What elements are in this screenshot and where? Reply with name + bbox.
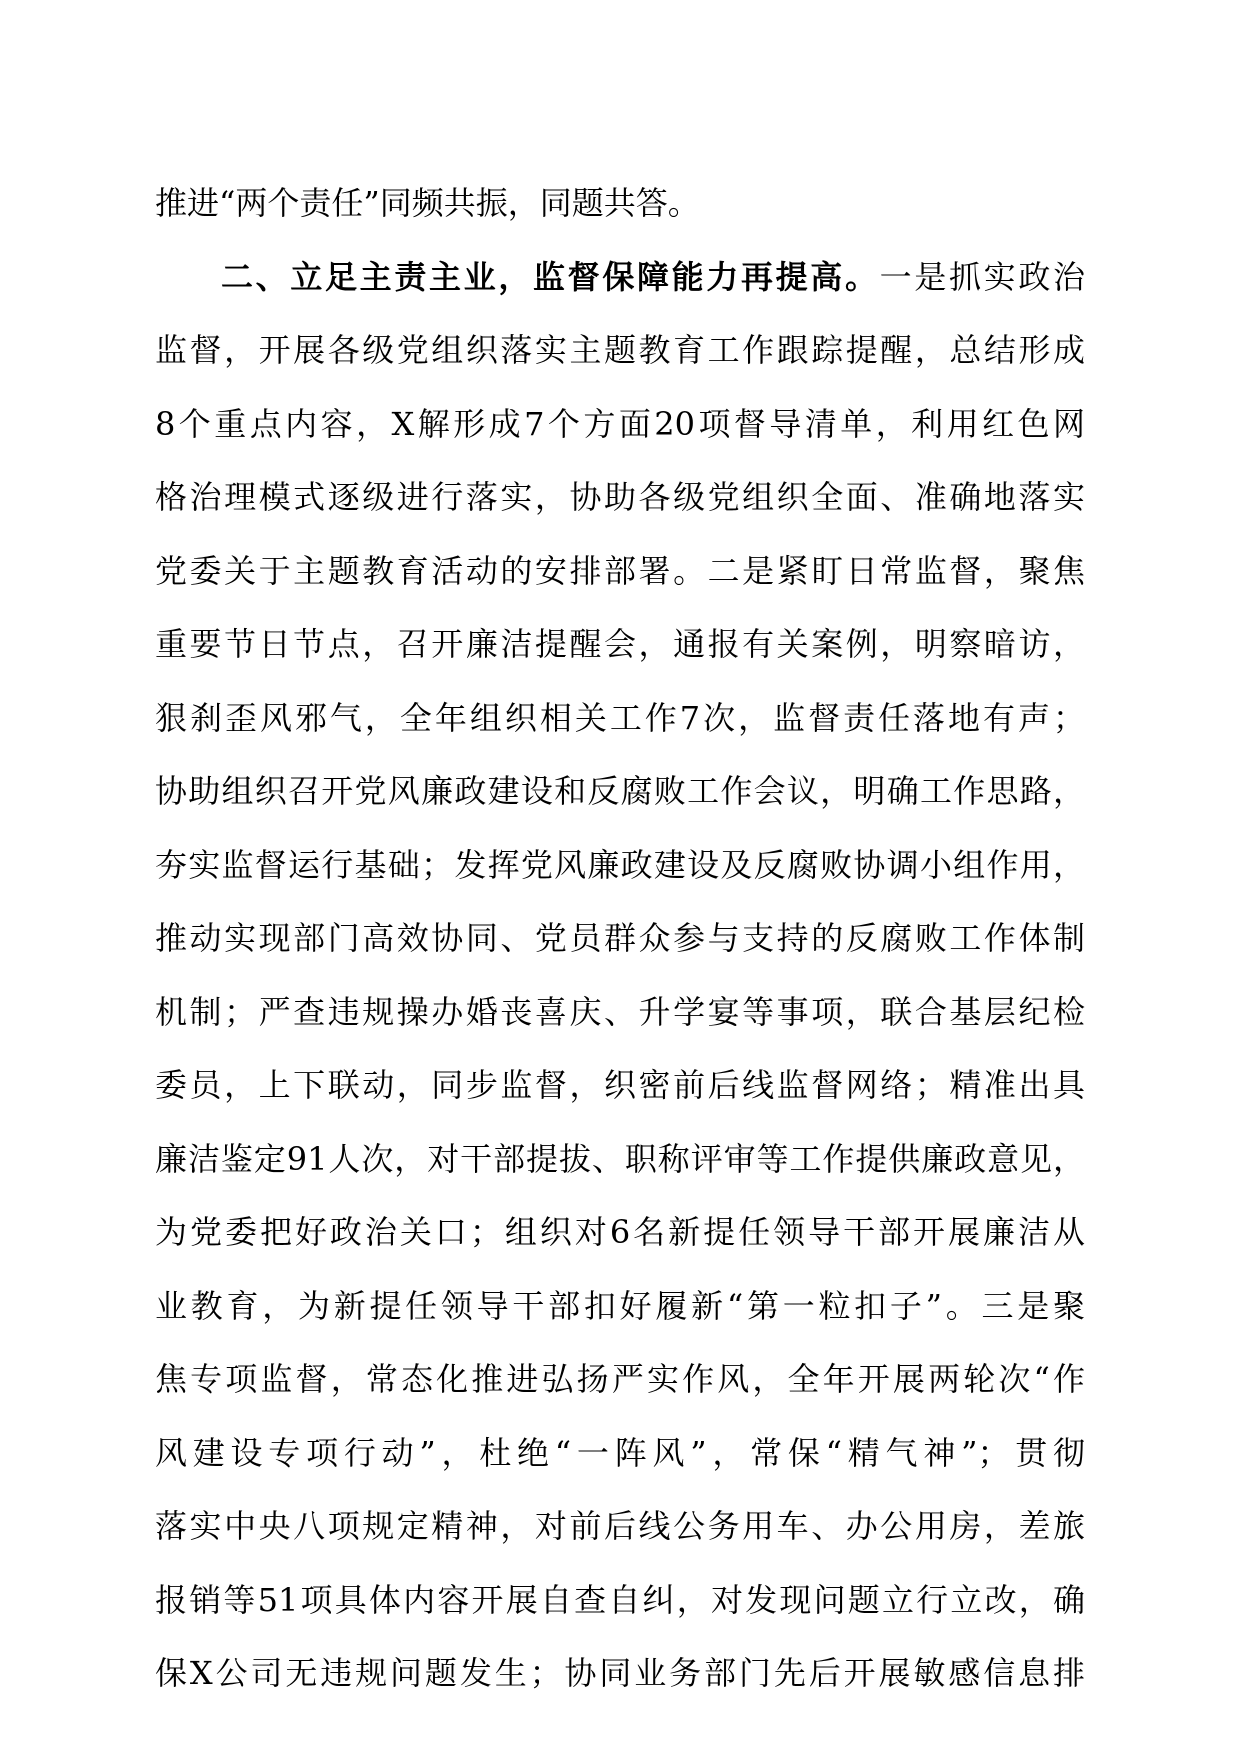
paragraph-line: 狠刹歪风邪气，全年组织相关工作7次，监督责任落地有声； [155, 698, 1085, 737]
paragraph-line: 协助组织召开党风廉政建设和反腐败工作会议，明确工作思路， [155, 772, 1085, 810]
paragraph-line: 委员，上下联动，同步监督，织密前后线监督网络；精准出具 [155, 1066, 1085, 1104]
paragraph-line: 党委关于主题教育活动的安排部署。二是紧盯日常监督，聚焦 [155, 551, 1085, 590]
paragraph-line: 一是抓实政治 [879, 257, 1085, 296]
paragraph-line: 廉洁鉴定91人次，对干部提拔、职称评审等工作提供廉政意见， [155, 1139, 1085, 1178]
continuation-line: 推进“两个责任”同频共振，同题共答。 [155, 184, 700, 222]
paragraph-line: 焦专项监督，常态化推进弘扬严实作风，全年开展两轮次“作 [155, 1360, 1085, 1398]
section-first-line [155, 257, 1085, 331]
paragraph-line: 格治理模式逐级进行落实，协助各级党组织全面、准确地落实 [155, 478, 1085, 516]
paragraph-line: 落实中央八项规定精神，对前后线公务用车、办公用房，差旅 [155, 1507, 1085, 1545]
paragraph-line: 8个重点内容，X解形成7个方面20项督导清单，利用红色网 [155, 404, 1085, 443]
document-body [155, 183, 1085, 1727]
paragraph-line: 风建设专项行动”，杜绝“一阵风”，常保“精气神”；贯彻 [155, 1433, 1085, 1472]
paragraph-line: 重要节日节点，召开廉洁提醒会，通报有关案例，明察暗访， [155, 625, 1085, 663]
paragraph-line: 为党委把好政治关口；组织对6名新提任领导干部开展廉洁从 [155, 1213, 1085, 1251]
section-heading: 二、立足主责主业，监督保障能力再提高。 [221, 257, 880, 296]
paragraph-line: 监督，开展各级党组织落实主题教育工作跟踪提醒，总结形成 [155, 331, 1085, 369]
paragraph-line: 报销等51项具体内容开展自查自纠，对发现问题立行立改，确 [155, 1580, 1085, 1619]
paragraph-line: 夯实监督运行基础；发挥党风廉政建设及反腐败协调小组作用， [155, 845, 1085, 884]
paragraph-line: 保X公司无违规问题发生；协同业务部门先后开展敏感信息排 [155, 1654, 1085, 1692]
paragraph-line: 机制；严查违规操办婚丧喜庆、升学宴等事项，联合基层纪检 [155, 992, 1085, 1031]
paragraph-line: 推动实现部门高效协同、党员群众参与支持的反腐败工作体制 [155, 919, 1085, 957]
paragraph-line: 业教育，为新提任领导干部扣好履新“第一粒扣子”。三是聚 [155, 1286, 1085, 1325]
